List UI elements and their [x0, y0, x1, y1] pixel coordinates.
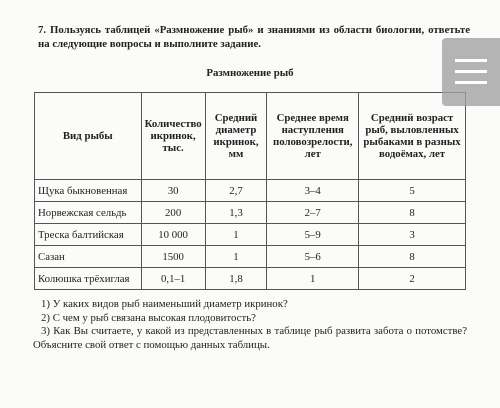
- header-fish-species: Вид рыбы: [35, 93, 142, 180]
- question-2: 2) С чем у рыб связана высокая плодовитость?: [41, 311, 256, 324]
- header-maturity-age: Среднее время наступления половозрелости, лет: [267, 93, 359, 180]
- cell-maturity-age: 5–6: [267, 246, 359, 268]
- cell-egg-diameter: 1,8: [205, 268, 267, 290]
- table-row: [35, 268, 466, 290]
- header-caught-age: Средний возраст рыб, выловленных рыбаками в разных водоёмах, лет: [359, 93, 466, 180]
- cell-fish-name: Треска балтийская: [35, 224, 142, 246]
- table-row: [35, 246, 466, 268]
- cell-egg-diameter: 1: [205, 224, 267, 246]
- table-row: [35, 180, 466, 202]
- cell-egg-count: 0,1–1: [141, 268, 205, 290]
- table-title: Размножение рыб: [206, 67, 294, 79]
- cell-caught-age: 3: [359, 224, 466, 246]
- cell-fish-name: Щука быкновенная: [35, 180, 142, 202]
- header-egg-diameter: Средний диаметр икринок, мм: [205, 93, 267, 180]
- cell-egg-count: 1500: [141, 246, 205, 268]
- cell-caught-age: 8: [359, 202, 466, 224]
- cell-fish-name: Колюшка трёхиглая: [35, 268, 142, 290]
- question-1: 1) У каких видов рыб наименьший диаметр икринок?: [41, 298, 288, 310]
- cell-egg-diameter: 1,3: [205, 202, 267, 224]
- cell-fish-name: Норвежская сельдь: [35, 202, 142, 224]
- fish-reproduction-table: [34, 92, 466, 290]
- cell-egg-count: 10 000: [141, 224, 205, 246]
- cell-caught-age: 8: [359, 246, 466, 268]
- table-row: [35, 224, 466, 246]
- cell-fish-name: Сазан: [35, 246, 142, 268]
- cell-maturity-age: 1: [267, 268, 359, 290]
- table-row: [35, 202, 466, 224]
- menu-button[interactable]: [442, 38, 500, 106]
- table-header-row: [35, 93, 466, 180]
- cell-egg-diameter: 2,7: [205, 180, 267, 202]
- task-title: 7. Пользуясь таблицей «Размножение рыб» и знаниями из области биологии, ответьте на следующие вопросы и выполните задание.: [38, 24, 470, 50]
- questions-list: [33, 298, 467, 352]
- question-3: 3) Как Вы считаете, у какой из представленных в таблице рыб развита забота о потомстве? Объясните свой ответ с помощью данных таблицы.: [33, 325, 467, 351]
- cell-egg-count: 200: [141, 202, 205, 224]
- cell-egg-diameter: 1: [205, 246, 267, 268]
- cell-egg-count: 30: [141, 180, 205, 202]
- cell-caught-age: 5: [359, 180, 466, 202]
- cell-maturity-age: 5–9: [267, 224, 359, 246]
- cell-maturity-age: 3–4: [267, 180, 359, 202]
- cell-caught-age: 2: [359, 268, 466, 290]
- header-egg-count: Количество икринок, тыс.: [141, 93, 205, 180]
- cell-maturity-age: 2–7: [267, 202, 359, 224]
